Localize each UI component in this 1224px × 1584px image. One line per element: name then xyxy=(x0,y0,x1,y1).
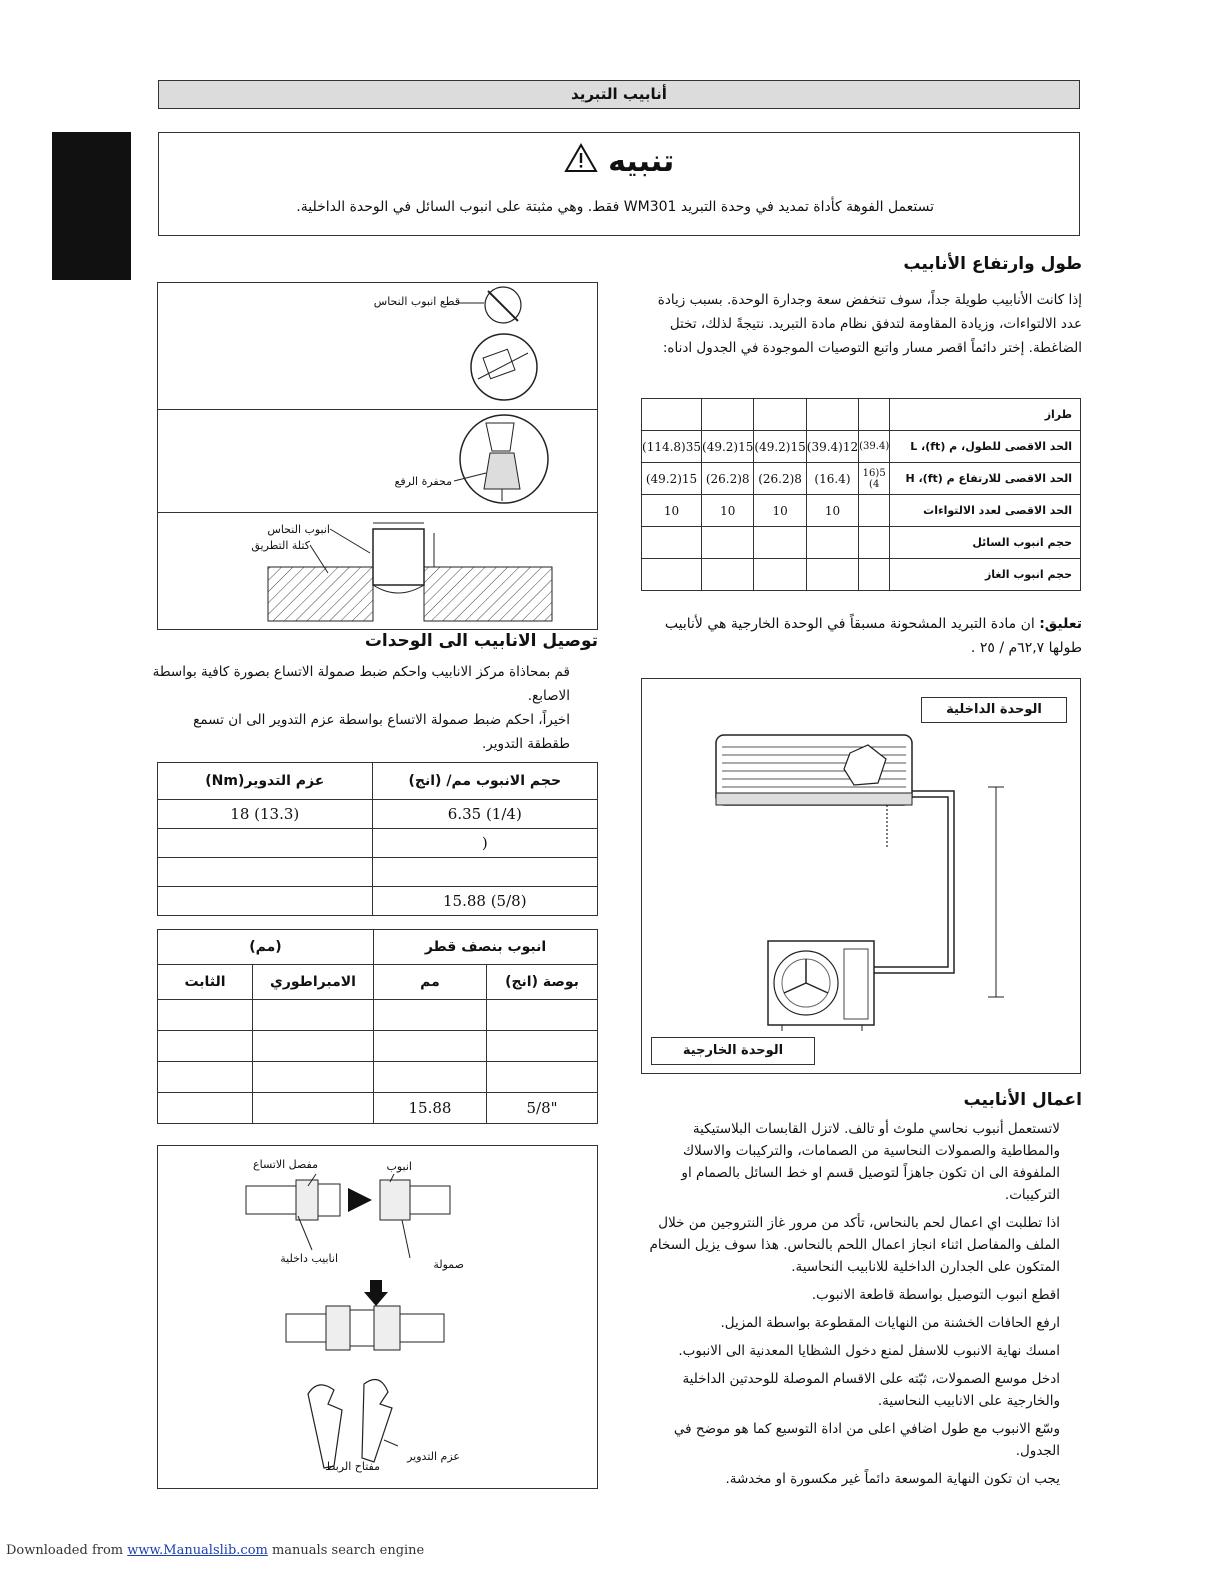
connect-p1: قم بمحاذاة مركز الانابيب واحكم ضبط صمولة الاتساع بصورة كافية بواسطة الاصابع. xyxy=(152,664,570,704)
spec-row xyxy=(642,399,1081,431)
flare-cell xyxy=(158,1093,253,1124)
flare-row xyxy=(158,1000,598,1031)
language-tab xyxy=(52,132,131,280)
spec-cell xyxy=(859,495,890,527)
flare-row xyxy=(158,1031,598,1062)
flare-cell: 15.88 xyxy=(374,1093,487,1124)
spec-row-label: الحد الاقصى لعدد الالتواءات xyxy=(890,495,1081,527)
torque-value: 18 (13.3) xyxy=(158,800,373,829)
spec-row xyxy=(642,559,1081,591)
flare-joint-figure xyxy=(157,1145,598,1489)
torque-value xyxy=(158,858,373,887)
pipe-size-value: 6.35 (1/4) xyxy=(372,800,597,829)
flare-header-mm: مم xyxy=(374,965,487,1000)
outdoor-unit-label: الوحدة الخارجية xyxy=(651,1037,815,1065)
indoor-unit-label: الوحدة الداخلية xyxy=(921,697,1067,723)
flare-header-inch: بوصة (انج) xyxy=(487,965,598,1000)
length-paragraph: إذا كانت الأنابيب طويلة جداً، سوف تنخفض سعة وجدارة الوحدة. بسبب زيادة عدد الالتواءات، وزيادة المقاومة لتدفق نظام مادة التبريد. نتيجةً لذلك، تختل الضاغطة. إختر دائماً اقصر مسار واتبع التوصيات الموجودة في الجدول ادناه: xyxy=(657,292,1082,356)
flare-cell xyxy=(487,1062,598,1093)
note-text: ان مادة التبريد المشحونة مسبقاً في الوحدة الخارجية هي لأنابيب طولها ٦٢,٧م / ٢٥ . xyxy=(664,616,1082,656)
spec-cell: 15(49.2) xyxy=(702,431,754,463)
flare-cell xyxy=(158,1062,253,1093)
connect-heading: توصيل الانابيب الى الوحدات xyxy=(364,631,598,651)
flare-block-label: كتلة التطريق xyxy=(251,539,310,552)
flare-cell: 5/8" xyxy=(487,1093,598,1124)
spec-cell xyxy=(754,399,806,431)
flare-cell xyxy=(253,1031,374,1062)
flare-cell xyxy=(253,1093,374,1124)
torque-row xyxy=(158,800,598,829)
flare-cell xyxy=(487,1031,598,1062)
spec-cell: 15(49.2) xyxy=(754,431,806,463)
pipe-size-header: حجم الانبوب مم/ (انج) xyxy=(372,763,597,800)
torque-wrench-label: عزم التدوير xyxy=(407,1450,460,1463)
pipe-assembly-joined-icon xyxy=(286,1306,444,1350)
spec-cell xyxy=(806,559,858,591)
piping-work-item: لاتستعمل أنبوب نحاسي ملوث أو تالف. لاتزل القابسات البلاستيكية والمطاطية والصمولات النحاسية من الصمامات، والتركيبات والاسلاك الملفوفة الى ان تكون جاهزاً لتوصيل قسم او خط السائل بالصمام او التركيبات. xyxy=(681,1121,1060,1203)
pipe-assembly-top-icon xyxy=(246,1180,450,1220)
flare-joint-label: مفصل الاتساع xyxy=(253,1158,318,1171)
spec-row xyxy=(642,431,1081,463)
nut-label: صمولة xyxy=(433,1258,464,1271)
flare-cell xyxy=(374,1031,487,1062)
unit-installation-figure xyxy=(641,678,1081,1074)
flare-cell xyxy=(158,1031,253,1062)
flare-group-left: انبوب بنصف قطر xyxy=(374,930,598,965)
flare-cell xyxy=(253,1062,374,1093)
outdoor-unit-icon xyxy=(768,941,874,1031)
flare-cell xyxy=(487,1000,598,1031)
flare-cell xyxy=(158,1000,253,1031)
piping-work-item: اقطع انبوب التوصيل بواسطة قاطعة الانبوب. xyxy=(811,1287,1060,1303)
pipe-tools-figure xyxy=(157,282,598,630)
indoor-unit-icon xyxy=(716,735,912,847)
spec-row xyxy=(642,463,1081,495)
piping-work-list xyxy=(640,1118,1060,1496)
pipe-label: انبوب xyxy=(386,1160,412,1173)
footer-link[interactable]: www.Manualslib.com xyxy=(127,1543,268,1558)
spec-table xyxy=(641,398,1081,591)
spec-row xyxy=(642,495,1081,527)
spec-cell: 12(39.4) xyxy=(806,431,858,463)
piping-work-heading: اعمال الأنابيب xyxy=(963,1090,1082,1110)
footer-suffix: manuals search engine xyxy=(271,1543,425,1558)
spanner-label: مفتاح الربط xyxy=(325,1460,380,1473)
flare-header-imperial: الامبراطوري xyxy=(253,965,374,1000)
spec-cell xyxy=(754,559,806,591)
spec-cell: 5(16 4) xyxy=(859,463,890,495)
flare-group-right: (مم) xyxy=(158,930,374,965)
piping-work-item: امسك نهاية الانبوب للاسفل لمنع دخول الشظايا المعدنية الى الانبوب. xyxy=(678,1343,1060,1359)
copper-pipe-label: انبوب النحاس xyxy=(267,523,330,536)
piping-work-item: ارفع الحافات الخشنة من النهايات المقطوعة بواسطة المزيل. xyxy=(720,1315,1060,1331)
reamer-icon xyxy=(460,415,548,503)
warning-icon xyxy=(564,143,598,173)
spec-row-label: حجم انبوب الغاز xyxy=(890,559,1081,591)
footer-prefix: Downloaded from xyxy=(6,1543,124,1558)
spec-cell: 8(26.2) xyxy=(702,463,754,495)
flare-table xyxy=(157,929,598,1124)
caution-heading xyxy=(159,143,1079,179)
flare-cell xyxy=(374,1000,487,1031)
spec-cell xyxy=(702,399,754,431)
spec-row-label: طراز xyxy=(890,399,1081,431)
caution-title: تنبيه xyxy=(608,144,675,179)
torque-row xyxy=(158,887,598,916)
indoor-pipes-label: انابيب داخلية xyxy=(280,1252,338,1265)
spec-cell xyxy=(642,559,702,591)
spec-row-label: حجم انبوب السائل xyxy=(890,527,1081,559)
torque-row xyxy=(158,858,598,887)
piping-work-item: يجب ان تكون النهاية الموسعة دائماً غير مكسورة او مخدشة. xyxy=(725,1471,1060,1487)
spec-row-label: الحد الاقصى للارتفاع م (ft)، H xyxy=(890,463,1081,495)
joint-drawing xyxy=(158,1146,597,1488)
cutter-label: قطع انبوب النحاس xyxy=(373,295,460,308)
note-label: تعليق: xyxy=(1039,616,1082,632)
spec-cell xyxy=(806,527,858,559)
spec-cell xyxy=(642,527,702,559)
pipe-size-value: 15.88 (5/8) xyxy=(372,887,597,916)
spec-cell xyxy=(702,559,754,591)
pipe-cutter-icon xyxy=(471,287,537,400)
spec-cell xyxy=(702,527,754,559)
flare-cell xyxy=(253,1000,374,1031)
spec-cell xyxy=(859,399,890,431)
spec-cell: 10 xyxy=(642,495,702,527)
spec-cell xyxy=(859,527,890,559)
torque-value xyxy=(158,829,373,858)
pipe-size-value xyxy=(372,858,597,887)
length-heading: طول وارتفاع الأنابيب xyxy=(903,254,1082,274)
caution-text: تستعمل الفوهة كأداة تمديد في وحدة التبريد WM301 فقط. وهي مثبتة على انبوب السائل في الوحدة الداخلية. xyxy=(296,199,934,215)
spec-cell xyxy=(806,399,858,431)
spec-cell: (39.4) xyxy=(859,431,890,463)
flare-cell xyxy=(374,1062,487,1093)
spec-cell xyxy=(642,399,702,431)
flare-row xyxy=(158,1062,598,1093)
spec-cell: 10 xyxy=(806,495,858,527)
connect-p2: اخيراً، احكم ضبط صمولة الاتساع بواسطة عزم التدوير الى ان تسمع طقطقة التدوير. xyxy=(193,712,570,752)
spec-cell: (16.4) xyxy=(806,463,858,495)
wrenches-icon xyxy=(308,1380,392,1469)
flare-block-icon xyxy=(268,523,552,621)
caution-box xyxy=(158,132,1080,236)
spec-cell xyxy=(859,559,890,591)
torque-table xyxy=(157,762,598,916)
flare-header-fixed: الثابت xyxy=(158,965,253,1000)
torque-value xyxy=(158,887,373,916)
section-header xyxy=(158,80,1080,109)
unit-diagram-drawing xyxy=(642,679,1082,1075)
spec-cell: 8(26.2) xyxy=(754,463,806,495)
pipe-size-value: ) xyxy=(372,829,597,858)
spec-cell xyxy=(754,527,806,559)
spec-row-label: الحد الاقصى للطول، م (ft)، L xyxy=(890,431,1081,463)
reamer-label: محفرة الرفع xyxy=(394,475,452,488)
piping-work-item: اذا تطلبت اي اعمال لحم بالنحاس، تأكد من مرور غاز النتروجين من خلال الملف والمفاصل اثناء انجاز اعمال اللحم بالنحاس. هذا سوف يزيل السخام المتكون على الجدارن الداخلية للانابيب النحاسية. xyxy=(649,1215,1060,1275)
footer xyxy=(6,1543,424,1558)
spec-cell: 35(114.8) xyxy=(642,431,702,463)
spec-cell: 10 xyxy=(754,495,806,527)
spec-row xyxy=(642,527,1081,559)
torque-header: عزم التدوير(Nm) xyxy=(158,763,373,800)
torque-row xyxy=(158,829,598,858)
flare-row xyxy=(158,1093,598,1124)
spec-cell: 10 xyxy=(702,495,754,527)
spec-cell: 15(49.2) xyxy=(642,463,702,495)
section-title: أنابيب التبريد xyxy=(571,85,667,103)
piping-work-item: ادخل موسع الصمولات، ثبّته على الاقسام الموصلة للوحدتين الداخلية والخارجية على الانابيب النحاسية. xyxy=(682,1371,1060,1409)
piping-work-item: وسّع الانبوب مع طول اضافي اعلى من اداة التوسيع كما هو موضح في الجدول. xyxy=(673,1421,1060,1459)
note xyxy=(640,612,1082,660)
tools-drawing xyxy=(158,283,597,629)
